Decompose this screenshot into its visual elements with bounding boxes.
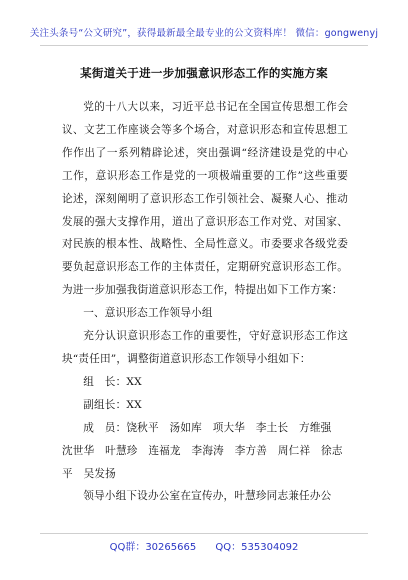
members-continuation-2: 平 吴发扬 [62,467,116,480]
header-promo-note: 关注头条号“公文研究”，获得最新最全最专业的公文资料库！ 微信：gongwenyj [29,28,379,39]
deputy-line: 副组长：XX [83,398,142,411]
footer-qq: QQ：535304092 [215,542,299,553]
header-divider [40,45,368,46]
office-paragraph: 领导小组下设办公室在宣传办，叶慧珍同志兼任办公 [83,490,332,503]
members-line: 成 员：饶秋平 汤如库 项大华 李土长 方维强 [83,421,332,434]
document-body [62,96,348,508]
footer-qq-group: QQ群：30265665 [109,542,197,553]
section1-paragraph: 充分认识意识形态工作的重要性，守好意识形态工作这块“责任田”，调整街道意识形态工作领导小组如下： [62,330,348,365]
intro-paragraph: 党的十八大以来，习近平总书记在全国宣传思想工作会议、文艺工作座谈会等多个场合，对意识形态和宣传思想工作作出了一系列精辟论述，突出强调“经济建设是党的中心工作，意识形态工作是党的一项极端重要的工作”这些重要论述，深刻阐明了意识形态工作引领社会、凝聚人心、推动发展的强大支撑作用，道出了意识形态工作对党、对国家、对民族的根本性、战略性、全局性意义。市委要求各级党委要负起意识形态工作的主体责任，定期研究意识形态工作。为进一步加强我街道意识形态工作，特提出如下工作方案： [62,101,348,297]
footer-divider [40,533,368,534]
document-title: 某街道关于进一步加强意识形态工作的实施方案 [80,66,328,80]
section1-heading: 一、意识形态工作领导小组 [83,307,213,320]
leader-line: 组 长：XX [83,375,142,388]
footer-contact [0,538,408,553]
members-continuation-1: 沈世华 叶慧珍 连福龙 李海涛 李方善 周仁祥 徐志 [62,444,343,457]
